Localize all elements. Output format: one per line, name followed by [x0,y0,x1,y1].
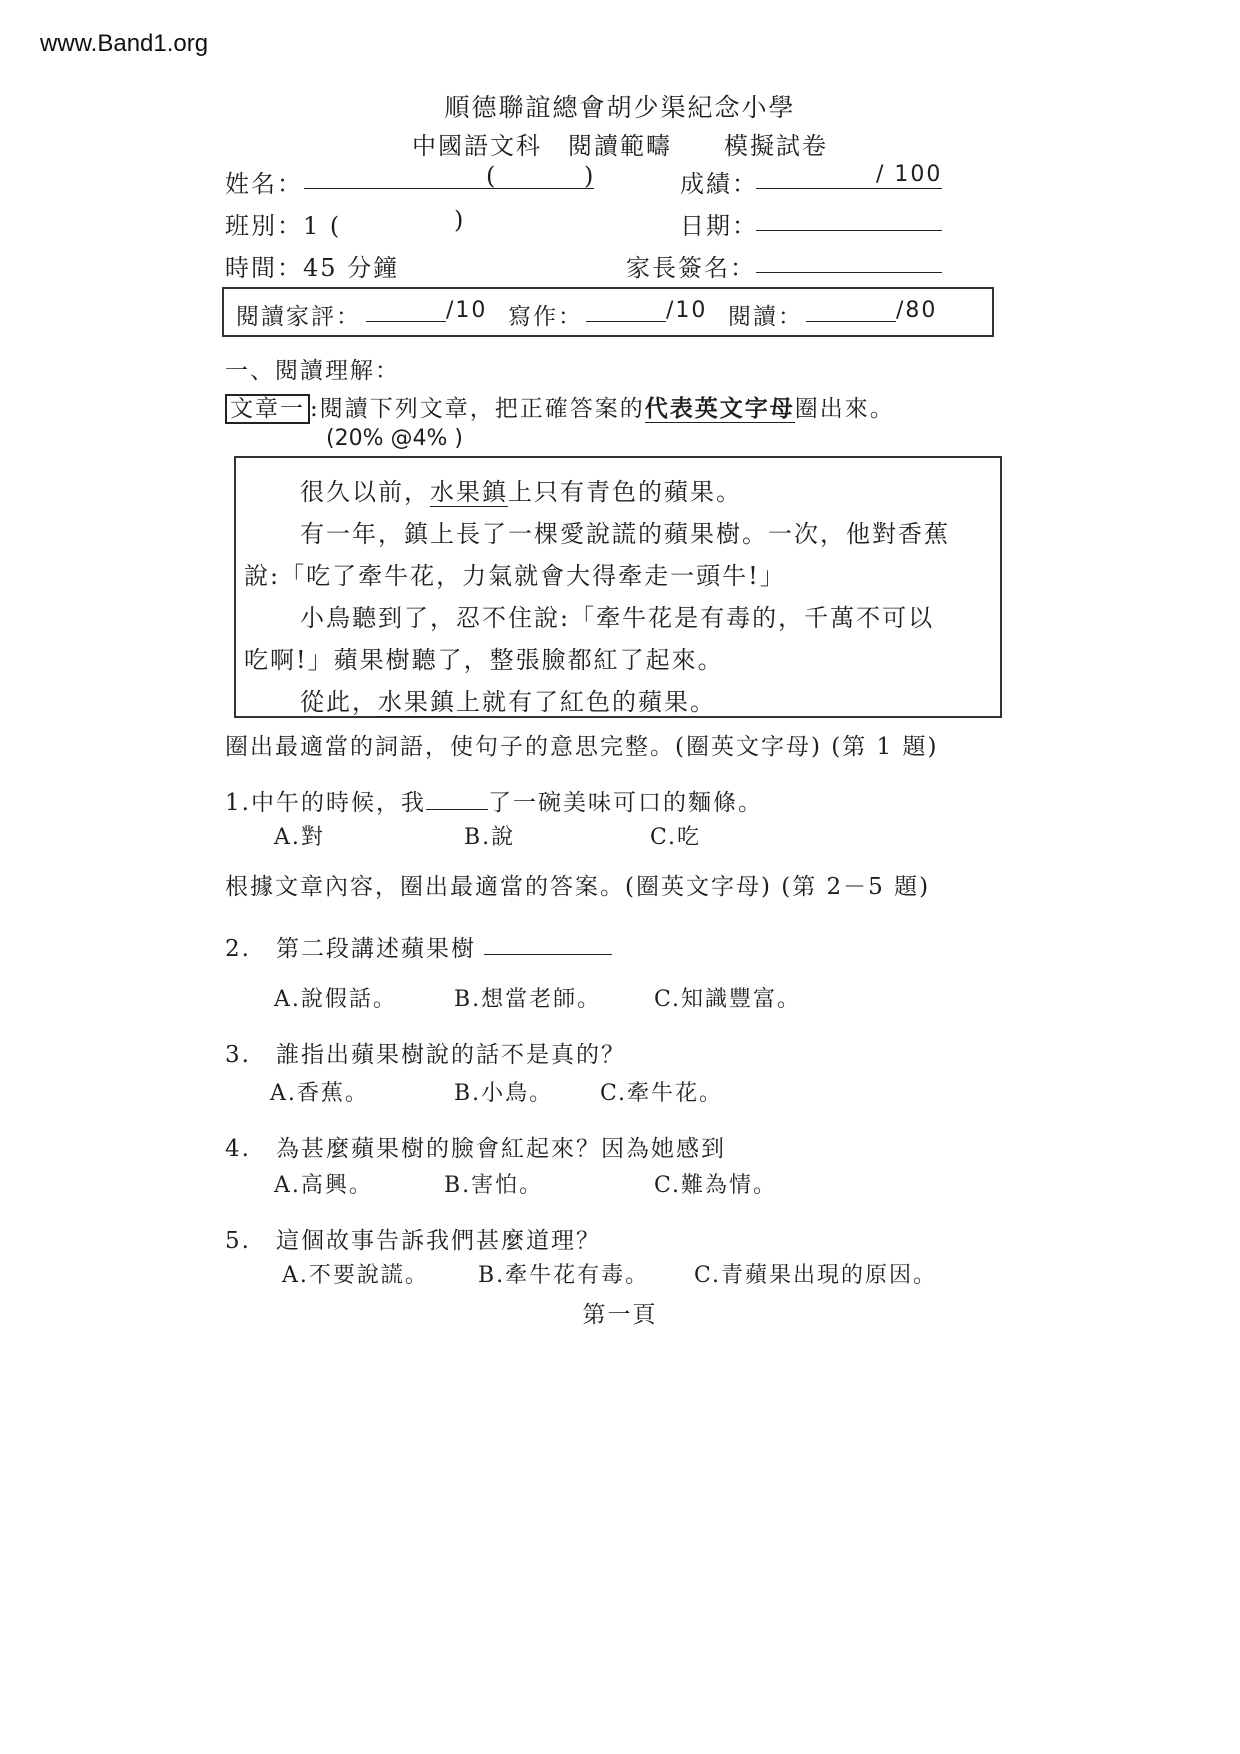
instruction-q2-5: 根據文章內容，圈出最適當的答案。(圈英文字母) (第 2－5 題) [225,874,931,900]
date-label: 日期： [680,212,758,240]
question-5-option-c[interactable]: C.青蘋果出現的原因。 [694,1263,938,1288]
reading-blank[interactable] [806,299,896,322]
writing-blank[interactable] [586,299,666,322]
question-2-stem: 2. 第二段講述蘋果樹 [225,936,476,962]
name-blank[interactable] [304,166,594,189]
class-number-close: ) [584,162,596,190]
story-line-5: 吃啊!」蘋果樹聽了，整張臉都紅了起來。 [244,646,724,674]
story-line-2: 有一年，鎮上長了一棵愛說謊的蘋果樹。一次，他對香蕉 [300,520,950,548]
score-total: / 100 [876,162,943,187]
question-3-option-a[interactable]: A.香蕉。 [270,1081,369,1106]
reading-total: /80 [896,298,938,323]
class-label: 班別：1 ( [225,212,342,240]
question-1-stem: 1.中午的時候，我 了一碗美味可口的麵條。 [225,790,763,816]
question-1-option-c[interactable]: C.吃 [650,825,702,850]
writing-label: 寫作： [508,304,583,330]
story-line-3: 說:「吃了牽牛花，力氣就會大得牽走一頭牛!」 [244,562,786,590]
score-label: 成績： [680,170,758,198]
section-heading: 一、閱讀理解： [225,358,400,384]
question-1-option-a[interactable]: A.對 [274,825,325,850]
instruction-pre: :閱讀下列文章，把正確答案的 [310,396,645,422]
section-marks: (20% @4% ) [326,426,463,451]
question-4-option-a[interactable]: A.高興。 [274,1173,373,1198]
family-review-total: /10 [446,298,488,323]
question-2-option-c[interactable]: C.知識豐富。 [654,987,802,1012]
question-1-blank[interactable] [426,789,488,810]
reading-label: 閱讀： [728,304,803,330]
question-3-option-c[interactable]: C.牽牛花。 [600,1081,724,1106]
question-3-option-b[interactable]: B.小鳥。 [454,1081,554,1106]
question-5-stem: 5. 這個故事告訴我們甚麼道理？ [225,1228,601,1254]
question-3-stem: 3. 誰指出蘋果樹說的話不是真的？ [225,1042,626,1068]
site-watermark: www.Band1.org [40,30,209,57]
question-4-stem: 4. 為甚麼蘋果樹的臉會紅起來？因為她感到 [225,1136,726,1162]
question-5-option-a[interactable]: A.不要說謊。 [282,1263,429,1288]
story-line-4: 小鳥聽到了，忍不住說:「牽牛花是有毒的，千萬不可以 [300,604,935,632]
section-instruction [225,390,895,423]
instruction-q1: 圈出最適當的詞語，使句子的意思完整。(圈英文字母) (第 1 題) [225,734,939,760]
class-close: ) [454,206,466,234]
paper-subtitle: 中國語文科 閱讀範疇 模擬試卷 [412,132,828,160]
story-line-6: 從此，水果鎮上就有了紅色的蘋果。 [300,688,716,716]
question-2-blank[interactable] [484,932,612,955]
page-number: 第一頁 [582,1302,658,1328]
instruction-emphasis: 代表英文字母 [644,395,795,422]
question-1-option-b[interactable]: B.說 [464,825,516,850]
family-review-label: 閱讀家評： [236,304,361,330]
article-tag: 文章一 [225,394,310,424]
time-label: 時間：45 分鐘 [225,254,400,282]
story-line-1: 很久以前，水果鎮上只有青色的蘋果。 [300,478,742,506]
name-label: 姓名： [225,170,303,198]
question-5-option-b[interactable]: B.牽牛花有毒。 [478,1263,650,1288]
family-review-blank[interactable] [366,299,446,322]
question-4-option-c[interactable]: C.難為情。 [654,1173,778,1198]
question-4-option-b[interactable]: B.害怕。 [444,1173,544,1198]
class-number-open: ( [486,162,498,190]
parent-sign-label: 家長簽名： [626,254,756,282]
writing-total: /10 [666,298,708,323]
instruction-post: 圈出來。 [794,396,895,422]
date-blank[interactable] [756,208,942,231]
parent-sign-blank[interactable] [756,250,942,273]
school-name: 順德聯誼總會胡少渠紀念小學 [444,93,796,122]
question-2-option-a[interactable]: A.說假話。 [274,987,397,1012]
question-2-option-b[interactable]: B.想當老師。 [454,987,602,1012]
